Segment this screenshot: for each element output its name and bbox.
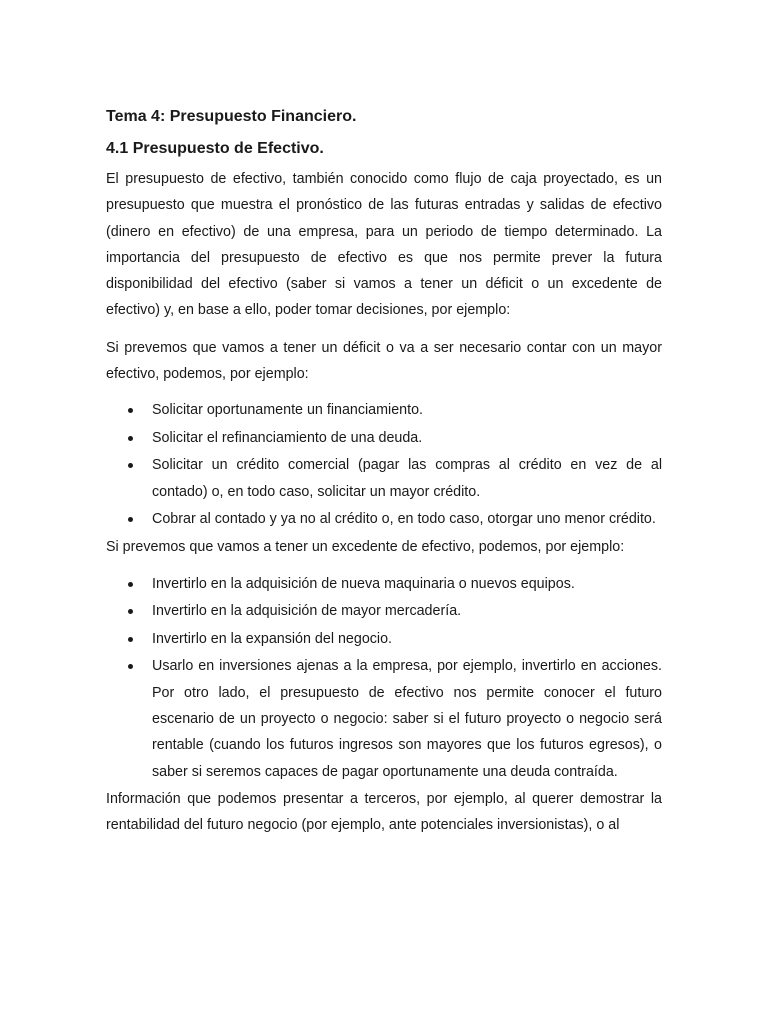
list-item (106, 397, 662, 423)
list-item (106, 626, 662, 652)
list-item-text: Solicitar un crédito comercial (pagar las compras al crédito en vez de al contado) o, en todo caso, solicitar un mayor crédito. (152, 457, 662, 500)
excedente-list (106, 571, 662, 785)
list-item-text: Invertirlo en la adquisición de nueva maquinaria o nuevos equipos. (152, 575, 575, 592)
bullet-icon (128, 582, 133, 587)
list-item (106, 506, 662, 532)
excedente-paragraph: Si prevemos que vamos a tener un excedente de efectivo, podemos, por ejemplo: (106, 538, 625, 555)
list-item-text: Invertirlo en la expansión del negocio. (152, 630, 393, 647)
list-item (106, 653, 662, 784)
bullet-icon (128, 517, 133, 522)
intro-paragraph: El presupuesto de efectivo, también conocido como flujo de caja proyectado, es un presupuesto que muestra el pronóstico de las futuras entradas y salidas de efectivo (dinero en efectivo) de una empresa, para un periodo de tiempo determinado. La importancia del presupuesto de efectivo es que nos permite prever la futura disponibilidad del efectivo (saber si vamos a tener un déficit o un excedente de efectivo) y, en base a ello, poder tomar decisiones, por ejemplo: (106, 171, 662, 319)
list-item-text: Cobrar al contado y ya no al crédito o, en todo caso, otorgar uno menor crédito. (152, 511, 656, 528)
bullet-icon (128, 463, 133, 468)
list-item (106, 571, 662, 597)
bullet-icon (128, 436, 133, 441)
list-item-text: Solicitar el refinanciamiento de una deuda. (152, 429, 423, 446)
list-item (106, 452, 662, 505)
section-heading: 4.1 Presupuesto de Efectivo. (106, 140, 324, 157)
closing-paragraph: Información que podemos presentar a terceros, por ejemplo, al querer demostrar la rentabilidad del futuro negocio (por ejemplo, ante potenciales inversionistas), o al (106, 791, 662, 834)
bullet-icon (128, 408, 133, 413)
list-item (106, 425, 662, 451)
list-item-text: Solicitar oportunamente un financiamiento. (152, 402, 424, 419)
document-heading: Tema 4: Presupuesto Financiero. (106, 108, 357, 125)
list-item (106, 598, 662, 624)
list-item-text: Usarlo en inversiones ajenas a la empresa, por ejemplo, invertirlo en acciones. Por otro lado, el presupuesto de efectivo nos permite conocer el futuro escenario de un proyecto o negocio: saber si el futuro proyecto o negocio será rentable (cuando los futuros ingresos son mayores que los futuros egresos), o saber si seremos capaces de pagar oportunamente una deuda contraída. (152, 658, 662, 780)
list-item-text: Invertirlo en la adquisición de mayor mercadería. (152, 603, 462, 620)
bullet-icon (128, 609, 133, 614)
deficit-list (106, 397, 662, 532)
deficit-paragraph: Si prevemos que vamos a tener un déficit o va a ser necesario contar con un mayor efectivo, podemos, por ejemplo: (106, 339, 662, 383)
bullet-icon (128, 664, 133, 669)
document-page (106, 104, 662, 839)
bullet-icon (128, 637, 133, 642)
